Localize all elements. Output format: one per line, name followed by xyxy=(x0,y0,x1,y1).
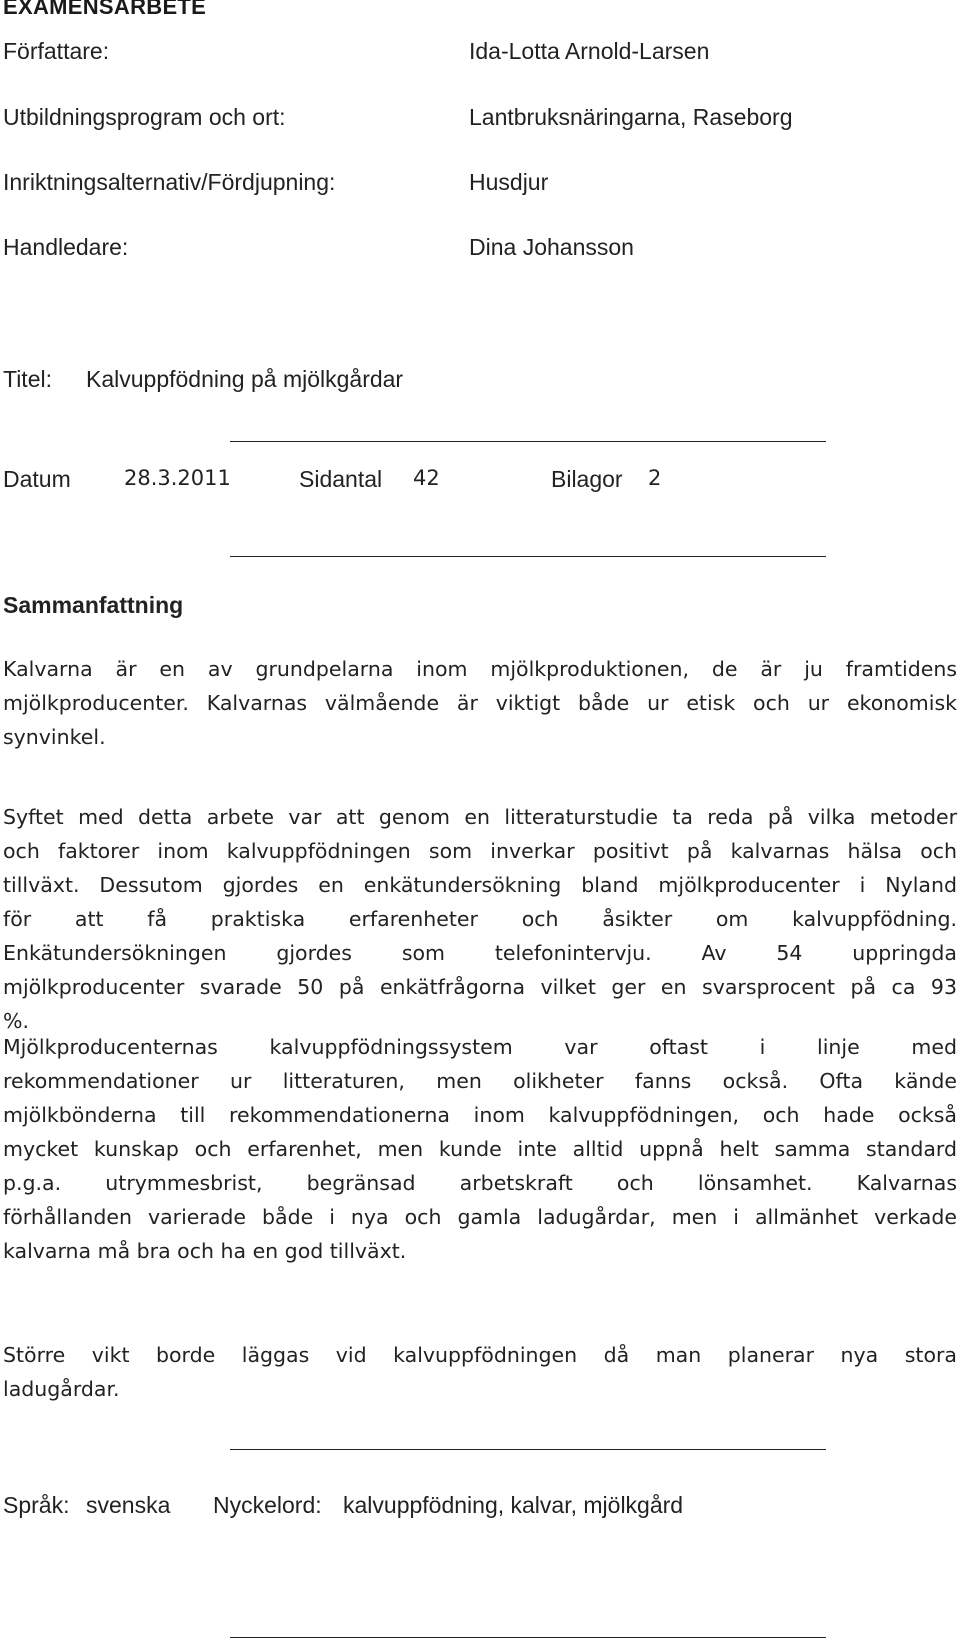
keywords-label: Nyckelord: xyxy=(213,1492,322,1518)
paragraph-line: mjölkproducenter. Kalvarnas välmående är viktigt både ur etisk och ur ekonomisk xyxy=(3,691,957,715)
divider xyxy=(230,441,826,442)
paragraph-line: mycket kunskap och erfarenhet, men kunde inte alltid uppnå helt samma standard xyxy=(3,1137,957,1161)
thesis-title-label: Titel: xyxy=(3,366,52,392)
date-label: Datum xyxy=(3,466,71,492)
paragraph-line: synvinkel. xyxy=(3,725,106,749)
appendix-value: 2 xyxy=(648,466,662,490)
divider xyxy=(230,556,826,557)
language-label: Språk: xyxy=(3,1492,70,1518)
summary-paragraph-4 xyxy=(3,1338,957,1406)
divider xyxy=(230,1637,826,1638)
language-value: svenska xyxy=(86,1492,171,1518)
supervisor-label: Handledare: xyxy=(3,234,129,260)
author-label: Författare: xyxy=(3,38,110,64)
paragraph-line: Kalvarna är en av grundpelarna inom mjölkproduktionen, de är ju framtidens xyxy=(3,657,957,681)
appendix-label: Bilagor xyxy=(551,466,623,492)
program-label: Utbildningsprogram och ort: xyxy=(3,104,286,130)
date-value: 28.3.2011 xyxy=(124,466,231,490)
paragraph-line: Större vikt borde läggas vid kalvuppfödningen då man planerar nya stora xyxy=(3,1343,957,1367)
paragraph-line: mjölkbönderna till rekommendationerna inom kalvuppfödningen, och hade också xyxy=(3,1103,957,1127)
paragraph-line: förhållanden varierade både i nya och gamla ladugårdar, men i allmänhet verkade xyxy=(3,1205,957,1229)
paragraph-line: %. xyxy=(3,1009,29,1033)
keywords-value: kalvuppfödning, kalvar, mjölkgård xyxy=(343,1492,684,1518)
paragraph-line: ladugårdar. xyxy=(3,1377,120,1401)
paragraph-line: mjölkproducenter svarade 50 på enkätfrågorna vilket ger en svarsprocent på ca 93 xyxy=(3,975,957,999)
paragraph-line: Enkätundersökningen gjordes som telefonintervju. Av 54 uppringda xyxy=(3,941,957,965)
specialization-value: Husdjur xyxy=(469,169,549,195)
paragraph-line: rekommendationer ur litteraturen, men olikheter fanns också. Ofta kände xyxy=(3,1069,957,1093)
paragraph-line: kalvarna må bra och ha en god tillväxt. xyxy=(3,1239,407,1263)
paragraph-line: Syftet med detta arbete var att genom en litteraturstudie ta reda på vilka metoder xyxy=(3,805,957,829)
summary-paragraph-3 xyxy=(3,1030,957,1268)
supervisor-value: Dina Johansson xyxy=(469,234,634,260)
pages-label: Sidantal xyxy=(299,466,383,492)
summary-heading: Sammanfattning xyxy=(3,592,184,618)
specialization-label: Inriktningsalternativ/Fördjupning: xyxy=(3,169,336,195)
thesis-title-value: Kalvuppfödning på mjölkgårdar xyxy=(86,366,404,392)
program-value: Lantbruksnäringarna, Raseborg xyxy=(469,104,793,130)
author-value: Ida-Lotta Arnold-Larsen xyxy=(469,38,710,64)
document-title: EXAMENSARBETE xyxy=(3,0,207,19)
paragraph-line: p.g.a. utrymmesbrist, begränsad arbetskraft och lönsamhet. Kalvarnas xyxy=(3,1171,957,1195)
summary-paragraph-2 xyxy=(3,800,957,1038)
divider xyxy=(230,1449,826,1450)
summary-paragraph-1 xyxy=(3,652,957,754)
pages-value: 42 xyxy=(413,466,440,490)
paragraph-line: och faktorer inom kalvuppfödningen som inverkar positivt på kalvarnas hälsa och xyxy=(3,839,957,863)
paragraph-line: tillväxt. Dessutom gjordes en enkätundersökning bland mjölkproducenter i Nyland xyxy=(3,873,957,897)
paragraph-line: för att få praktiska erfarenheter och åsikter om kalvuppfödning. xyxy=(3,907,957,931)
paragraph-line: Mjölkproducenternas kalvuppfödningssystem var oftast i linje med xyxy=(3,1035,957,1059)
